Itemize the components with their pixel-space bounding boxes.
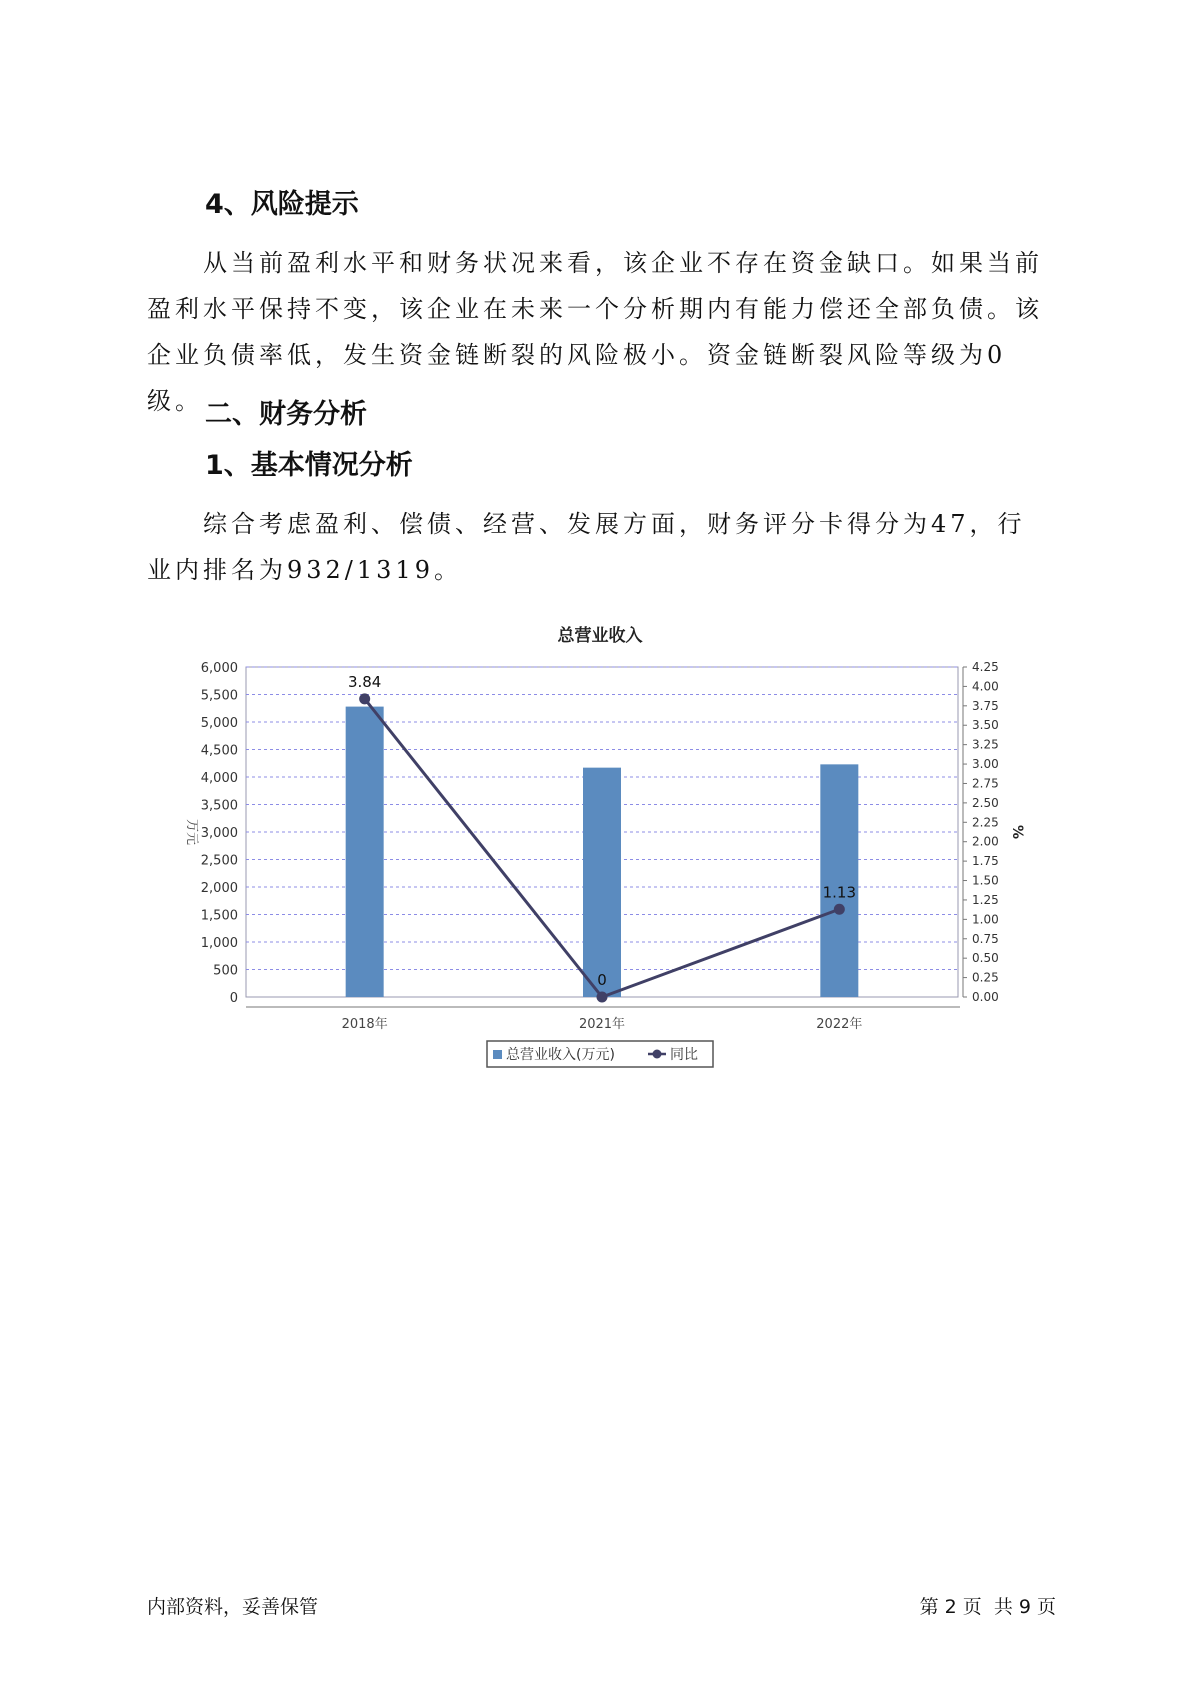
y-right-tick-label: 3.00 bbox=[972, 757, 999, 772]
x-tick-label: 2021年 bbox=[578, 1017, 626, 1032]
y-left-axis-title: 万元 bbox=[184, 818, 199, 846]
y-left-tick-label: 1,500 bbox=[200, 908, 238, 924]
y-right-tick-label: 1.75 bbox=[972, 854, 999, 869]
yoy-point bbox=[359, 693, 370, 704]
chart-plot-area bbox=[184, 660, 1025, 1067]
x-tick-label: 2022年 bbox=[816, 1017, 863, 1032]
revenue-bar bbox=[583, 768, 621, 997]
y-left-tick-label: 0 bbox=[229, 991, 238, 1006]
y-right-tick-label: 2.00 bbox=[972, 834, 999, 849]
footer-confidential-note: 内部资料，妥善保管 bbox=[147, 1596, 319, 1618]
y-left-tick-label: 1,000 bbox=[200, 936, 238, 951]
y-right-tick-label: 2.25 bbox=[972, 815, 999, 830]
yoy-data-label: 1.13 bbox=[822, 883, 857, 902]
footer-page-number: 第 2 页 共 9 页 bbox=[919, 1596, 1056, 1618]
y-left-tick-label: 5,500 bbox=[200, 688, 238, 704]
risk-paragraph: 从当前盈利水平和财务状况来看，该企业不存在资金缺口。如果当前盈利水平保持不变，该企业在未来一个分析期内有能力偿还全部负债。该企业负债率低，发生资金链断裂的风险极小。资金链断裂风险等级为0级。 bbox=[147, 249, 1043, 415]
y-right-tick-label: 0.25 bbox=[972, 970, 999, 985]
y-right-tick-label: 2.50 bbox=[972, 795, 999, 810]
yoy-data-label: 3.84 bbox=[347, 672, 382, 691]
y-left-tick-label: 3,500 bbox=[200, 798, 238, 814]
y-right-tick-label: 0.75 bbox=[972, 931, 999, 946]
y-right-axis-title: % bbox=[1009, 824, 1025, 840]
legend-label-yoy: 同比 bbox=[670, 1047, 698, 1063]
revenue-bar bbox=[346, 707, 384, 997]
yoy-point bbox=[597, 992, 608, 1003]
y-left-tick-label: 500 bbox=[213, 963, 238, 979]
yoy-point bbox=[834, 904, 845, 915]
chart-title: 总营业收入 bbox=[557, 626, 643, 646]
y-left-tick-label: 6,000 bbox=[200, 661, 238, 676]
section-heading-basic-analysis: 1、基本情况分析 bbox=[205, 450, 413, 481]
section-heading-risk: 4、风险提示 bbox=[205, 189, 359, 220]
y-right-tick-label: 4.00 bbox=[972, 679, 999, 694]
y-right-tick-label: 1.25 bbox=[972, 892, 999, 907]
y-right-tick-label: 4.25 bbox=[972, 660, 999, 674]
y-left-tick-label: 5,000 bbox=[200, 716, 238, 731]
legend-label-revenue: 总营业收入(万元) bbox=[506, 1047, 615, 1063]
y-right-tick-label: 1.00 bbox=[972, 912, 999, 927]
y-right-tick-label: 3.50 bbox=[972, 718, 999, 733]
part-heading-financial-analysis: 二、财务分析 bbox=[205, 399, 367, 430]
y-left-tick-label: 2,500 bbox=[200, 853, 238, 869]
y-right-tick-label: 1.50 bbox=[972, 873, 999, 888]
y-right-tick-label: 2.75 bbox=[972, 776, 999, 791]
y-right-tick-label: 0.00 bbox=[972, 990, 999, 1004]
yoy-data-label: 0 bbox=[597, 971, 607, 989]
y-right-tick-label: 3.25 bbox=[972, 737, 999, 752]
y-right-tick-label: 0.50 bbox=[972, 951, 999, 966]
basic-analysis-paragraph: 综合考虑盈利、偿债、经营、发展方面，财务评分卡得分为47，行业内排名为932/1319。 bbox=[147, 510, 1026, 584]
y-left-tick-label: 4,500 bbox=[200, 743, 238, 759]
legend-line-marker bbox=[653, 1050, 662, 1059]
legend-bar-swatch bbox=[493, 1050, 502, 1059]
y-left-tick-label: 2,000 bbox=[200, 881, 238, 896]
y-right-tick-label: 3.75 bbox=[972, 698, 999, 713]
x-tick-label: 2018年 bbox=[341, 1017, 388, 1032]
y-left-tick-label: 3,000 bbox=[200, 826, 238, 841]
y-left-tick-label: 4,000 bbox=[200, 771, 238, 786]
revenue-bar bbox=[820, 764, 858, 997]
